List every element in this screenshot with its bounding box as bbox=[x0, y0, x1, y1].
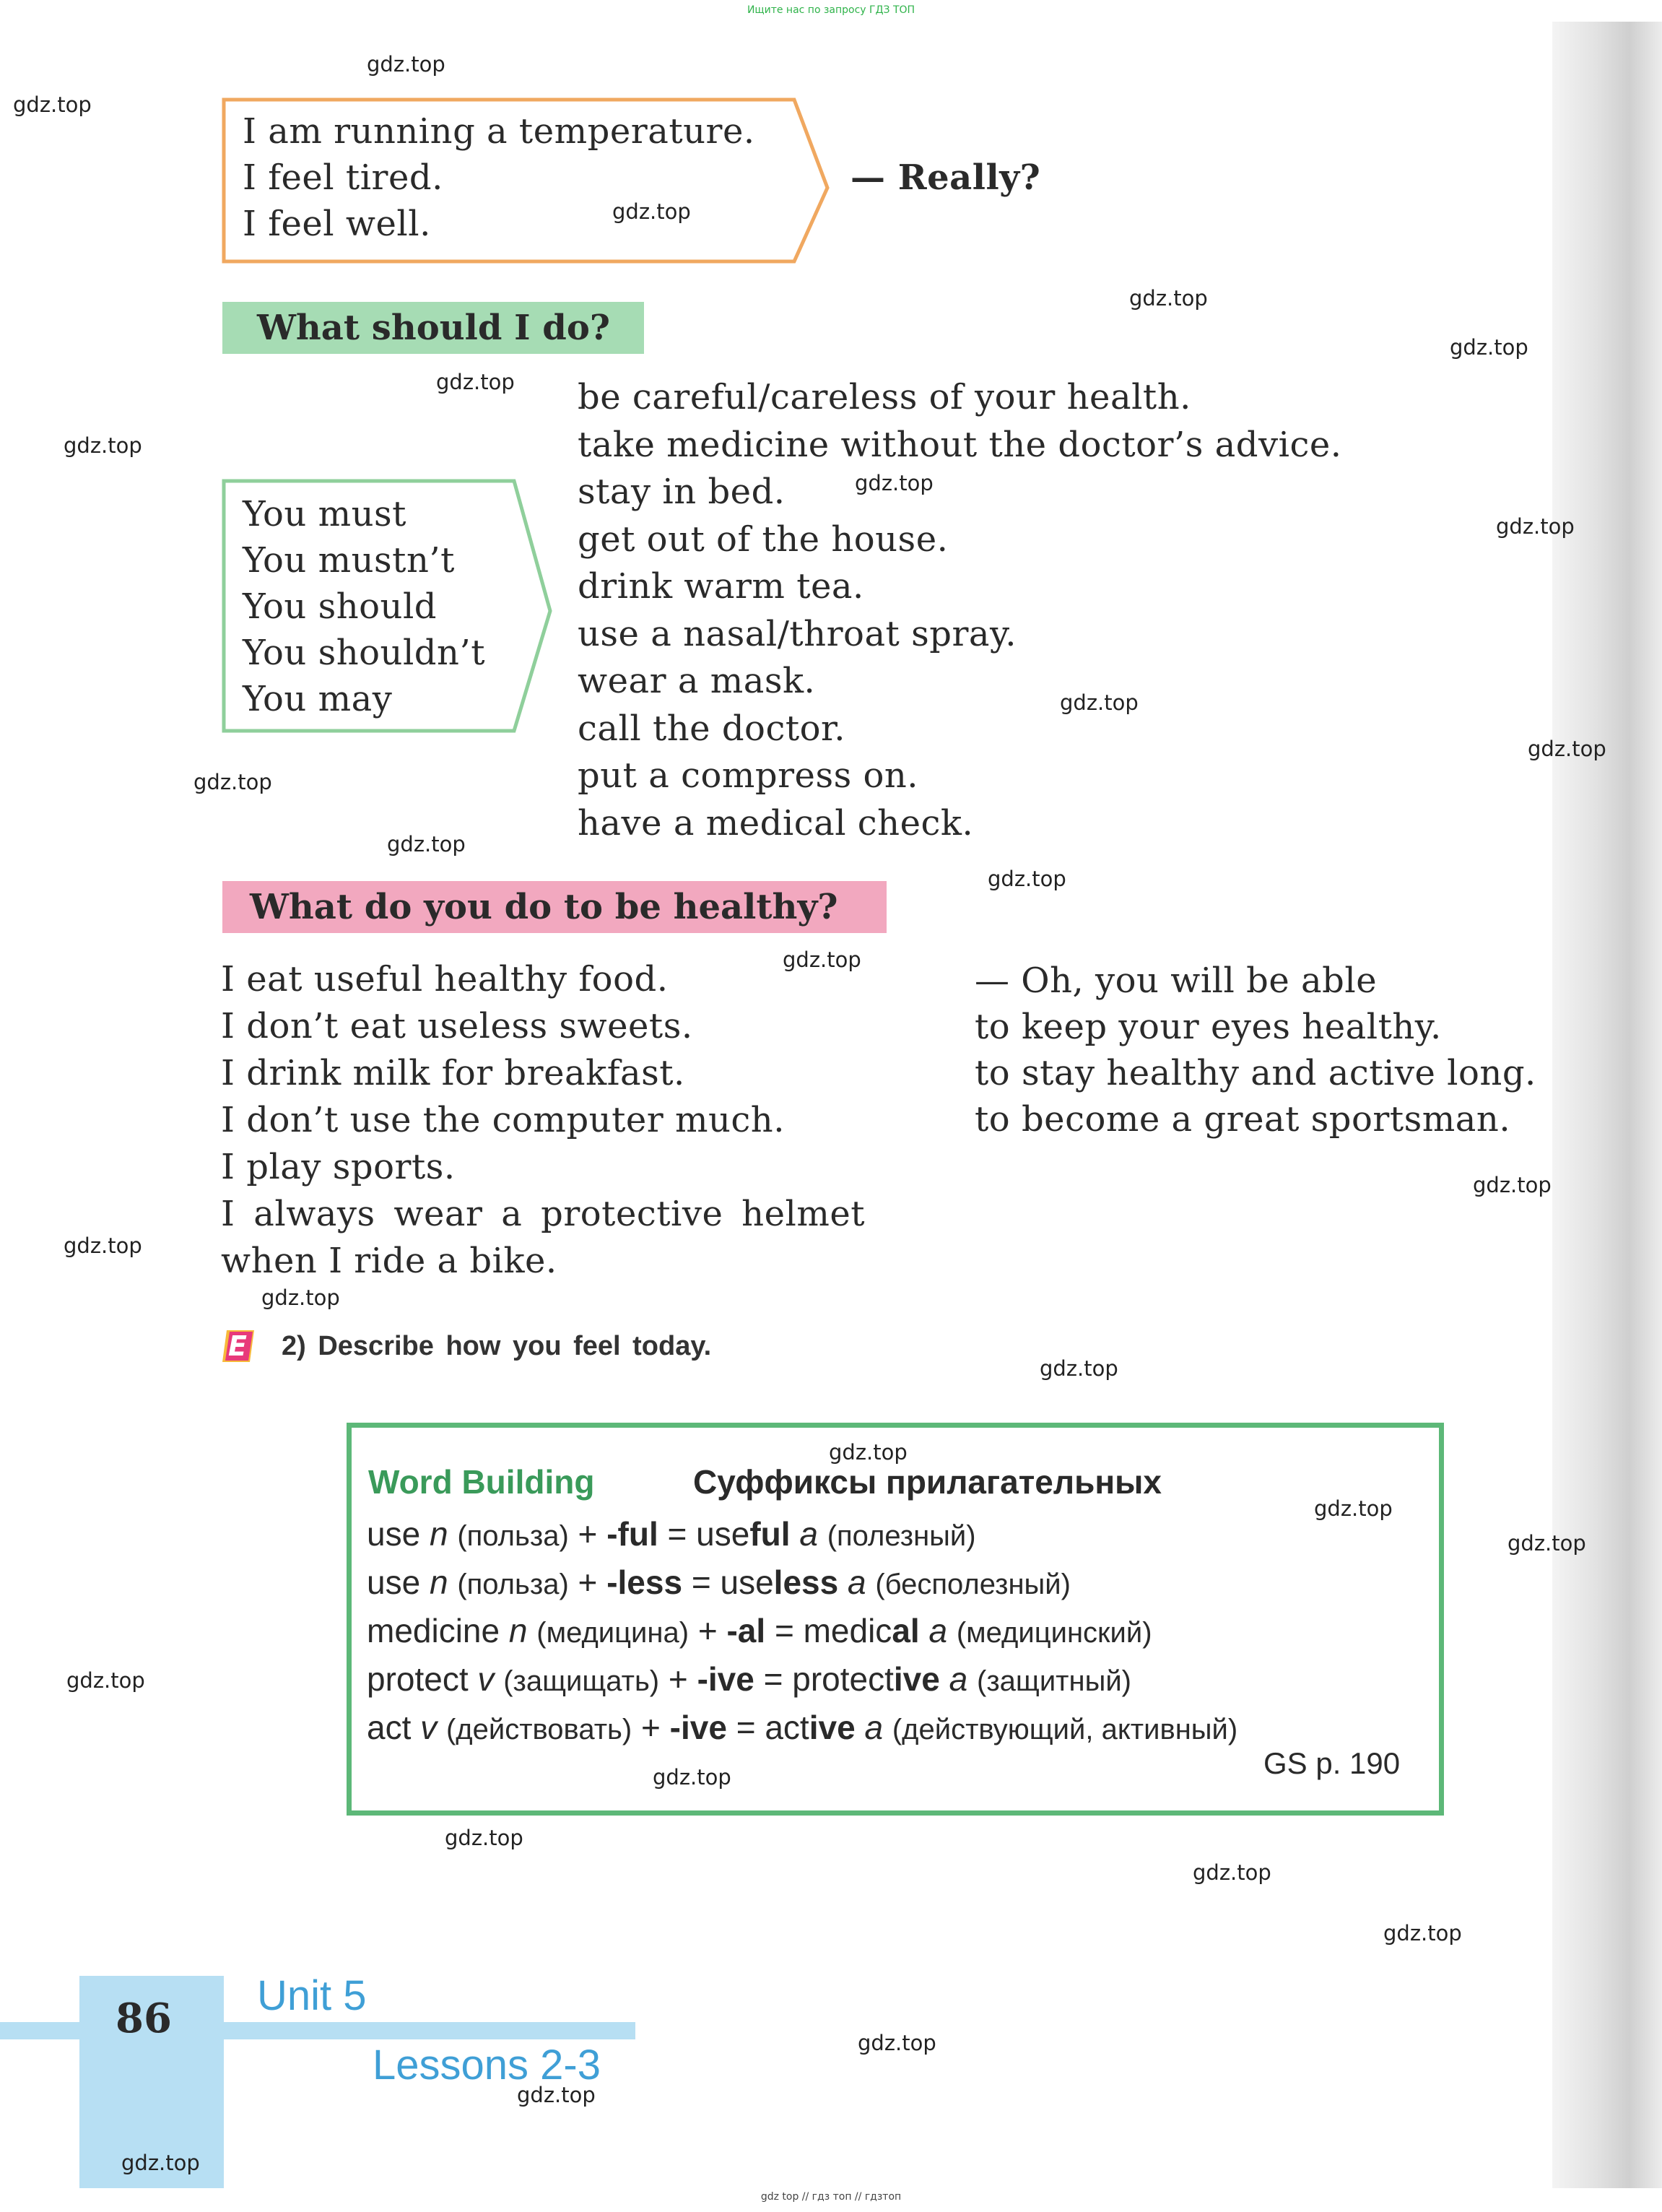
word-building-title: Word Building bbox=[368, 1463, 595, 1501]
part-of-speech: n bbox=[508, 1612, 528, 1649]
healthy-heading: What do you do to be healthy? bbox=[250, 887, 838, 927]
watermark-text: gdz.top bbox=[66, 1668, 145, 1693]
plus-sign: + bbox=[578, 1563, 598, 1601]
action-item: be careful/careless of your health. bbox=[578, 377, 1191, 417]
watermark-text: gdz.top bbox=[1450, 335, 1528, 360]
result-ending: al bbox=[892, 1612, 920, 1649]
feeling-line: I feel well. bbox=[243, 204, 431, 244]
base-word: medicine bbox=[367, 1612, 500, 1649]
watermark-text: gdz.top bbox=[1383, 1921, 1462, 1946]
word-building-row bbox=[367, 1559, 1237, 1608]
result-stem: medic bbox=[803, 1612, 892, 1649]
bottom-site-note: gdz top // гдз топ // гдзтоп bbox=[760, 2191, 902, 2203]
watermark-text: gdz.top bbox=[13, 92, 92, 117]
modal-item: You may bbox=[243, 679, 393, 719]
action-item: have a medical check. bbox=[578, 802, 974, 843]
action-item: wear a mask. bbox=[578, 661, 816, 701]
equals-sign: = bbox=[774, 1612, 794, 1649]
result-stem: act bbox=[765, 1709, 809, 1746]
result-item: — Oh, you will be able bbox=[975, 960, 1378, 1001]
result-stem: use bbox=[720, 1563, 774, 1601]
base-translation: (польза) bbox=[457, 1520, 569, 1552]
result-ending: ful bbox=[749, 1515, 791, 1553]
watermark-text: gdz.top bbox=[193, 770, 272, 794]
watermark-text: gdz.top bbox=[445, 1826, 523, 1850]
result-pos: a bbox=[847, 1563, 866, 1601]
action-item: get out of the house. bbox=[578, 519, 949, 560]
action-item: use a nasal/throat spray. bbox=[578, 613, 1017, 654]
habit-item: when I ride a bike. bbox=[221, 1241, 557, 1281]
lessons-label: Lessons 2-3 bbox=[373, 2042, 601, 2089]
result-ending: ive bbox=[893, 1660, 940, 1698]
suffix: -al bbox=[726, 1612, 766, 1649]
base-word: protect bbox=[367, 1660, 469, 1698]
action-item: take medicine without the doctor’s advice. bbox=[578, 424, 1342, 465]
result-word bbox=[696, 1515, 790, 1553]
modal-item: You must bbox=[243, 494, 406, 534]
equals-sign: = bbox=[691, 1563, 711, 1601]
result-stem: protect bbox=[792, 1660, 894, 1698]
equals-sign: = bbox=[667, 1515, 687, 1553]
result-item: to stay healthy and active long. bbox=[975, 1053, 1536, 1093]
watermark-text: gdz.top bbox=[1496, 514, 1575, 539]
result-item: to keep your eyes healthy. bbox=[975, 1007, 1442, 1047]
result-word bbox=[792, 1660, 940, 1698]
part-of-speech: n bbox=[429, 1515, 448, 1553]
footer-blue-bar bbox=[0, 2022, 635, 2039]
modal-item: You shouldn’t bbox=[243, 633, 485, 673]
result-pos: a bbox=[949, 1660, 968, 1698]
habit-item: I play sports. bbox=[221, 1147, 456, 1187]
unit-label: Unit 5 bbox=[257, 1972, 367, 2019]
page-number: 86 bbox=[116, 1995, 172, 2042]
suffix: -ive bbox=[669, 1709, 727, 1746]
equals-sign: = bbox=[763, 1660, 783, 1698]
watermark-text: gdz.top bbox=[64, 1233, 142, 1258]
watermark-text: gdz.top bbox=[988, 867, 1066, 891]
habit-item: I don’t eat useless sweets. bbox=[221, 1006, 693, 1046]
result-word bbox=[804, 1612, 920, 1649]
base-word: use bbox=[367, 1563, 421, 1601]
habit-item: I always wear a protective helmet bbox=[221, 1194, 866, 1234]
feelings-response: — Really? bbox=[850, 157, 1041, 198]
word-building-row bbox=[367, 1608, 1237, 1656]
exercise-e-letter: E bbox=[228, 1330, 247, 1362]
part-of-speech: v bbox=[477, 1660, 495, 1698]
result-pos: a bbox=[928, 1612, 948, 1649]
result-translation: (действующий, активный) bbox=[892, 1714, 1238, 1745]
exercise-text: 2) Describe how you feel today. bbox=[282, 1331, 712, 1361]
exercise-e-icon bbox=[221, 1329, 256, 1363]
base-translation: (польза) bbox=[457, 1569, 569, 1600]
result-translation: (полезный) bbox=[827, 1520, 976, 1552]
result-stem: use bbox=[696, 1515, 750, 1553]
result-item: to become a great sportsman. bbox=[975, 1099, 1511, 1140]
modal-item: You mustn’t bbox=[243, 540, 455, 581]
result-ending: ive bbox=[809, 1709, 856, 1746]
habit-item: I eat useful healthy food. bbox=[221, 959, 669, 999]
result-translation: (бесполезный) bbox=[875, 1569, 1071, 1600]
watermark-text: gdz.top bbox=[653, 1765, 731, 1790]
plus-sign: + bbox=[578, 1515, 598, 1553]
watermark-text: gdz.top bbox=[855, 471, 934, 495]
healthy-results-list bbox=[975, 958, 1536, 1142]
advice-actions-list bbox=[578, 374, 1341, 847]
watermark-text: gdz.top bbox=[1193, 1860, 1271, 1885]
watermark-text: gdz.top bbox=[858, 2031, 936, 2055]
result-word bbox=[721, 1563, 839, 1601]
watermark-text: gdz.top bbox=[64, 433, 142, 458]
result-pos: a bbox=[864, 1709, 884, 1746]
base-translation: (медицина) bbox=[536, 1617, 689, 1649]
watermark-text: gdz.top bbox=[121, 2151, 200, 2175]
result-word bbox=[765, 1709, 855, 1746]
equals-sign: = bbox=[736, 1709, 756, 1746]
base-translation: (защищать) bbox=[503, 1665, 660, 1697]
watermark-text: gdz.top bbox=[261, 1285, 340, 1310]
watermark-text: gdz.top bbox=[1314, 1496, 1393, 1521]
action-item: stay in bed. bbox=[578, 472, 786, 512]
result-translation: (защитный) bbox=[977, 1665, 1131, 1697]
word-building-title-ru: Суффиксы прилагательных bbox=[693, 1463, 1162, 1501]
suffix: -ful bbox=[606, 1515, 658, 1553]
base-word: use bbox=[367, 1515, 421, 1553]
watermark-text: gdz.top bbox=[517, 2083, 596, 2107]
watermark-text: gdz.top bbox=[783, 947, 861, 972]
watermark-text: gdz.top bbox=[829, 1440, 908, 1465]
action-item: put a compress on. bbox=[578, 755, 919, 796]
watermark-text: gdz.top bbox=[1528, 737, 1606, 761]
feelings-list bbox=[243, 108, 755, 247]
watermark-text: gdz.top bbox=[367, 52, 445, 77]
suffix: -less bbox=[606, 1563, 683, 1601]
habit-item: I drink milk for breakfast. bbox=[221, 1053, 685, 1093]
top-search-note: Ищите нас по запросу ГДЗ ТОП bbox=[747, 4, 915, 16]
plus-sign: + bbox=[668, 1660, 688, 1698]
watermark-text: gdz.top bbox=[387, 832, 466, 856]
word-building-row bbox=[367, 1511, 1237, 1559]
suffix: -ive bbox=[697, 1660, 754, 1698]
watermark-text: gdz.top bbox=[436, 370, 515, 394]
base-translation: (действовать) bbox=[445, 1714, 632, 1745]
word-building-rows bbox=[367, 1511, 1237, 1753]
result-pos: a bbox=[799, 1515, 818, 1553]
result-translation: (медицинский) bbox=[956, 1617, 1152, 1649]
feeling-line: I am running a temperature. bbox=[243, 111, 755, 152]
modal-item: You should bbox=[243, 586, 438, 627]
watermark-text: gdz.top bbox=[1507, 1531, 1586, 1556]
word-building-row bbox=[367, 1704, 1237, 1753]
habit-item: I don’t use the computer much. bbox=[221, 1100, 785, 1140]
plus-sign: + bbox=[697, 1612, 718, 1649]
feeling-line: I feel tired. bbox=[243, 157, 443, 198]
advice-heading: What should I do? bbox=[257, 308, 610, 348]
grammar-reference: GS p. 190 bbox=[1263, 1746, 1401, 1780]
action-item: call the doctor. bbox=[578, 708, 845, 749]
modals-list bbox=[243, 491, 485, 722]
watermark-text: gdz.top bbox=[1129, 286, 1208, 311]
watermark-text: gdz.top bbox=[1473, 1173, 1552, 1197]
plus-sign: + bbox=[640, 1709, 661, 1746]
watermark-text: gdz.top bbox=[1040, 1356, 1118, 1381]
part-of-speech: n bbox=[429, 1563, 448, 1601]
page-edge-shadow bbox=[1552, 22, 1662, 2188]
result-ending: less bbox=[773, 1563, 839, 1601]
part-of-speech: v bbox=[420, 1709, 438, 1746]
healthy-habits-list bbox=[221, 956, 865, 1285]
watermark-text: gdz.top bbox=[1060, 690, 1139, 715]
action-item: drink warm tea. bbox=[578, 566, 864, 607]
base-word: act bbox=[367, 1709, 412, 1746]
watermark-text: gdz.top bbox=[612, 199, 691, 224]
word-building-row bbox=[367, 1656, 1237, 1704]
